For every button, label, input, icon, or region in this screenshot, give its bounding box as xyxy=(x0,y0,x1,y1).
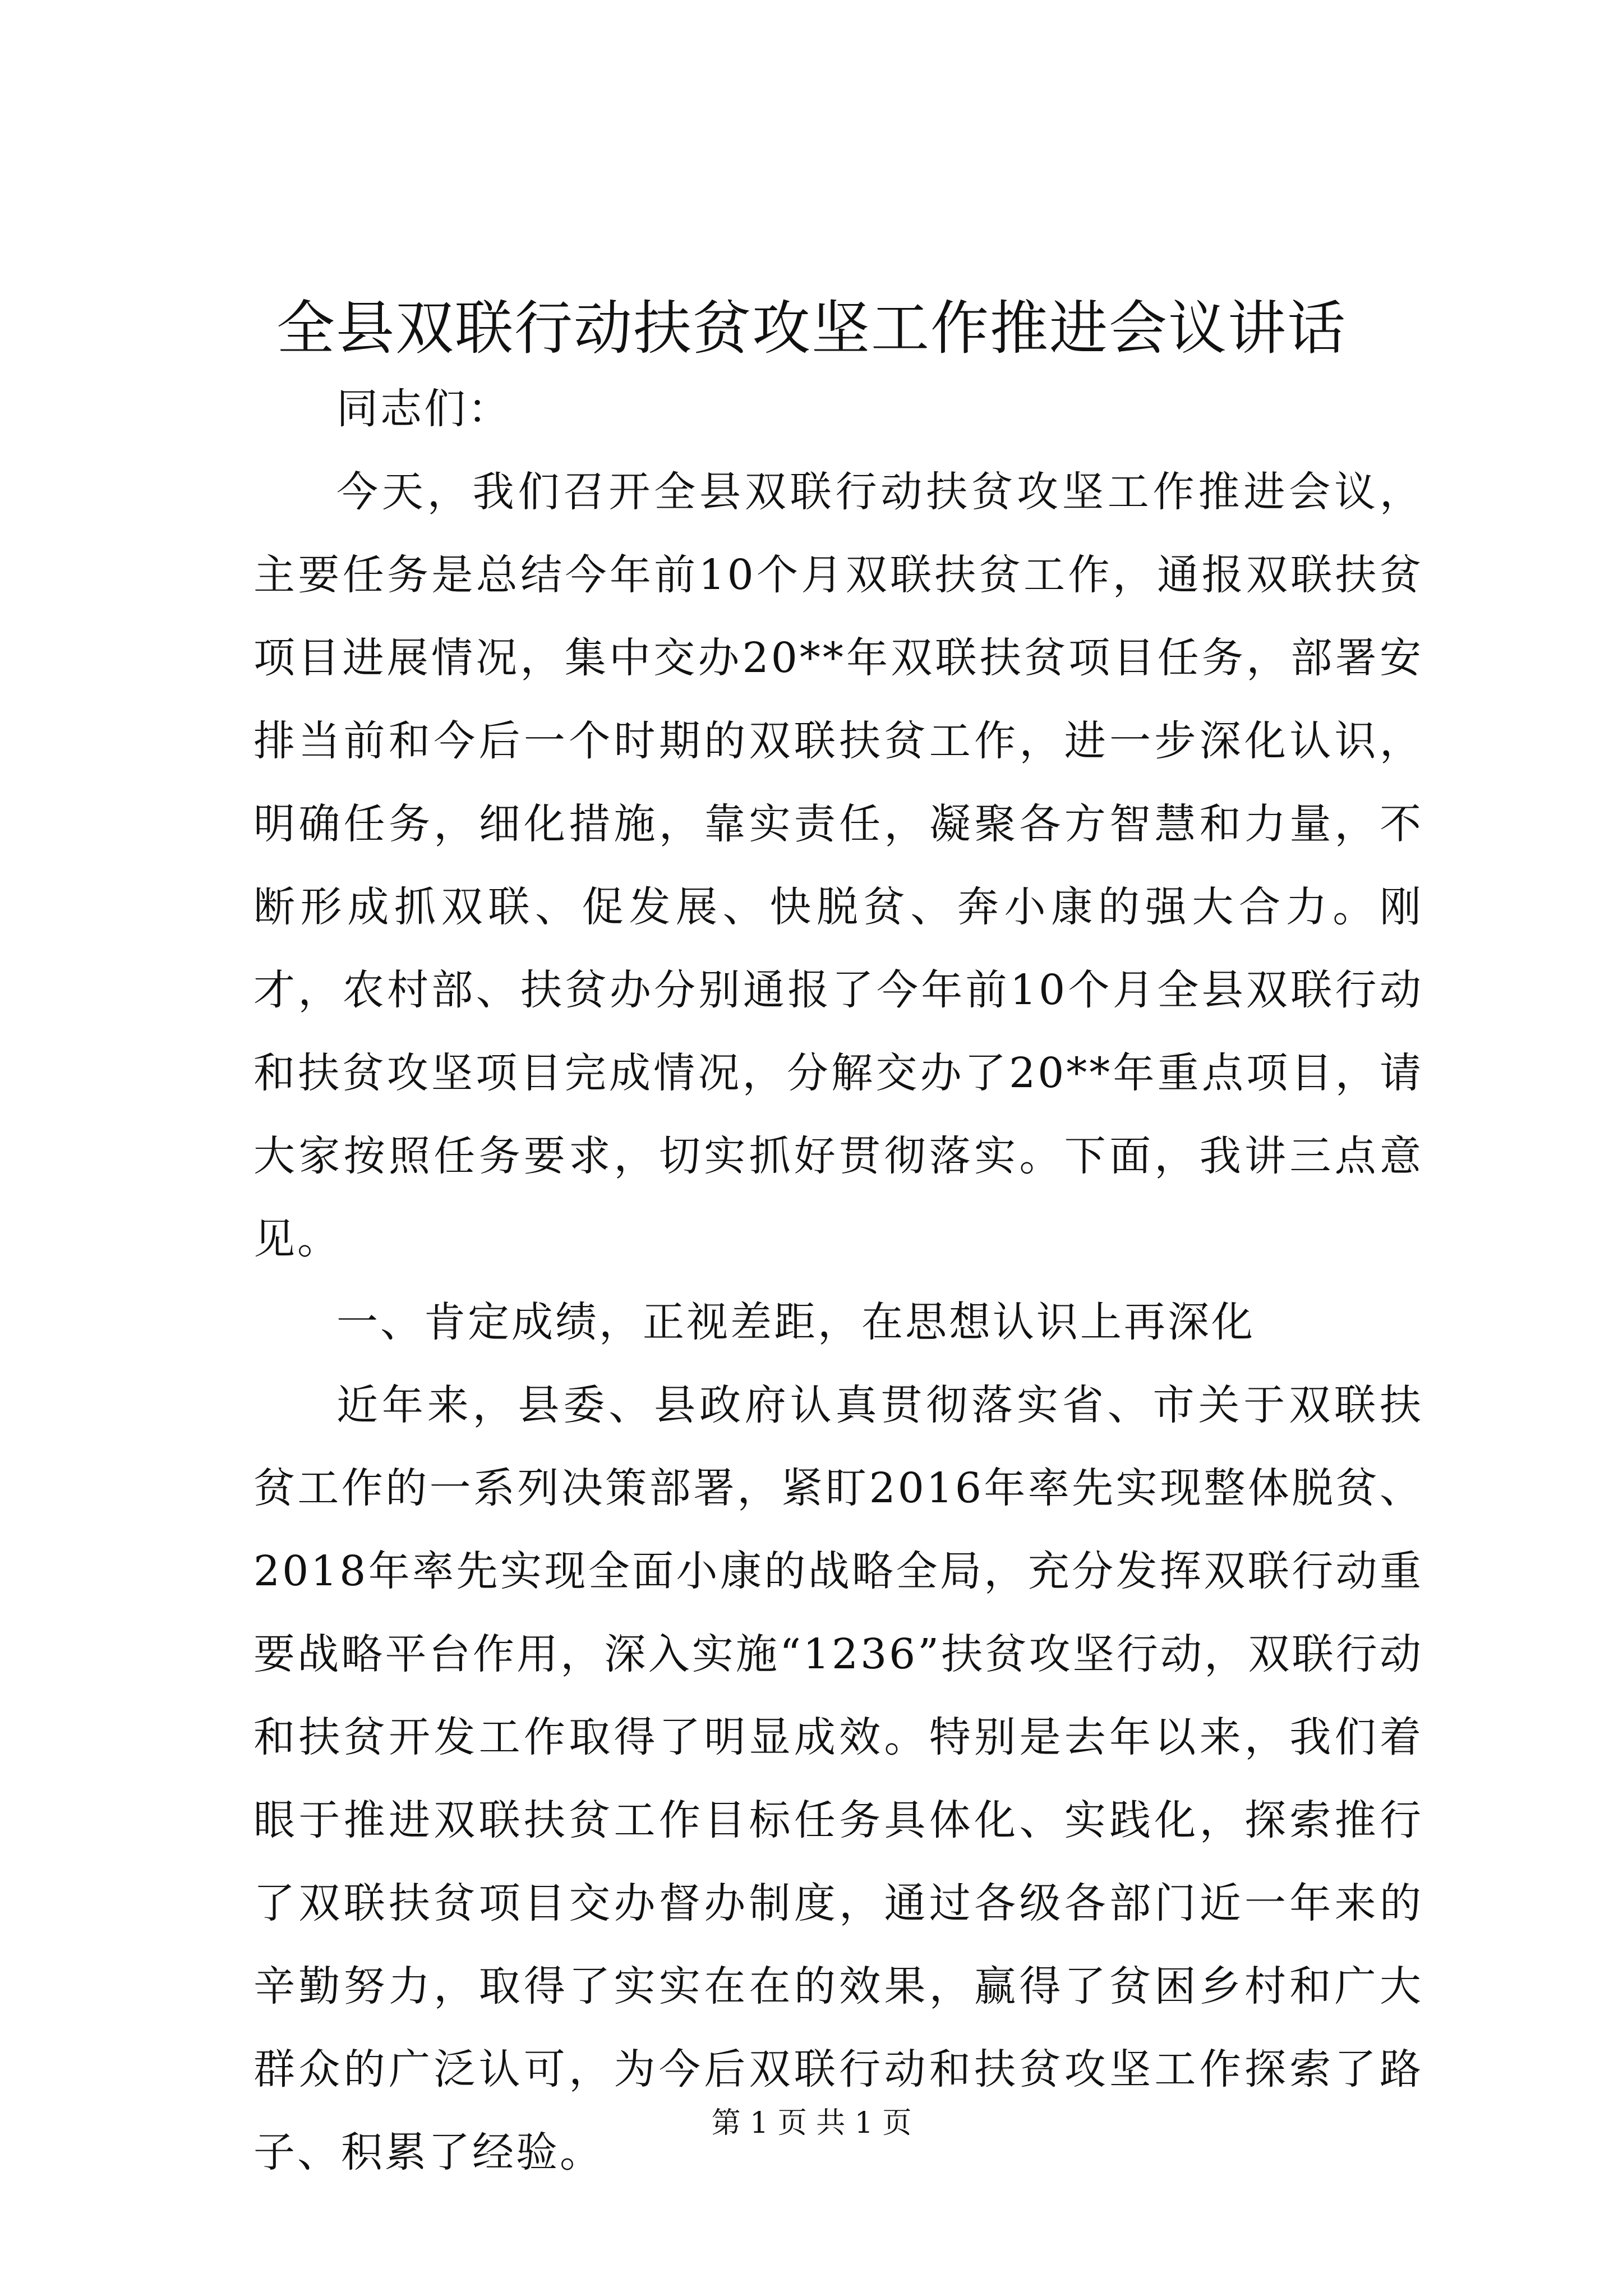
section-paragraph: 近年来，县委、县政府认真贯彻落实省、市关于双联扶贫工作的一系列决策部署，紧盯2016年率先实现整体脱贫、2018年率先实现全面小康的战略全局，充分发挥双联行动重要战略平台作用，深入实施“1236”扶贫攻坚行动，双联行动和扶贫开发工作取得了明显成效。特别是去年以来，我们着眼于推进双联扶贫工作目标任务具体化、实践化，探索推行了双联扶贫项目交办督办制度，通过各级各部门近一年来的辛勤努力，取得了实实在在的效果，赢得了贫困乡村和广大群众的广泛认可，为今后双联行动和扶贫攻坚工作探索了路子、积累了经验。 xyxy=(253,1381,1423,2177)
intro-paragraph: 今天，我们召开全县双联行动扶贫攻坚工作推进会议，主要任务是总结今年前10个月双联扶贫工作，通报双联扶贫项目进展情况，集中交办20**年双联扶贫项目任务，部署安排当前和今后一个时期的双联扶贫工作，进一步深化认识，明确任务，细化措施，靠实责任，凝聚各方智慧和力量，不断形成抓双联、促发展、快脱贫、奔小康的强大合力。刚才，农村部、扶贫办分别通报了今年前10个月全县双联行动和扶贫攻坚项目完成情况，分解交办了20**年重点项目，请大家按照任务要求，切实抓好贯彻落实。下面，我讲三点意见。 xyxy=(253,468,1423,1263)
document-title: 全县双联行动扶贫攻坚工作推进会议讲话 xyxy=(276,294,1347,362)
page-number-footer: 第 1 页 共 1 页 xyxy=(711,2106,912,2140)
section-heading: 一、肯定成绩，正视差距，在思想认识上再深化 xyxy=(336,1298,1255,1346)
salutation: 同志们： xyxy=(336,385,511,433)
document-body xyxy=(253,367,1423,2194)
